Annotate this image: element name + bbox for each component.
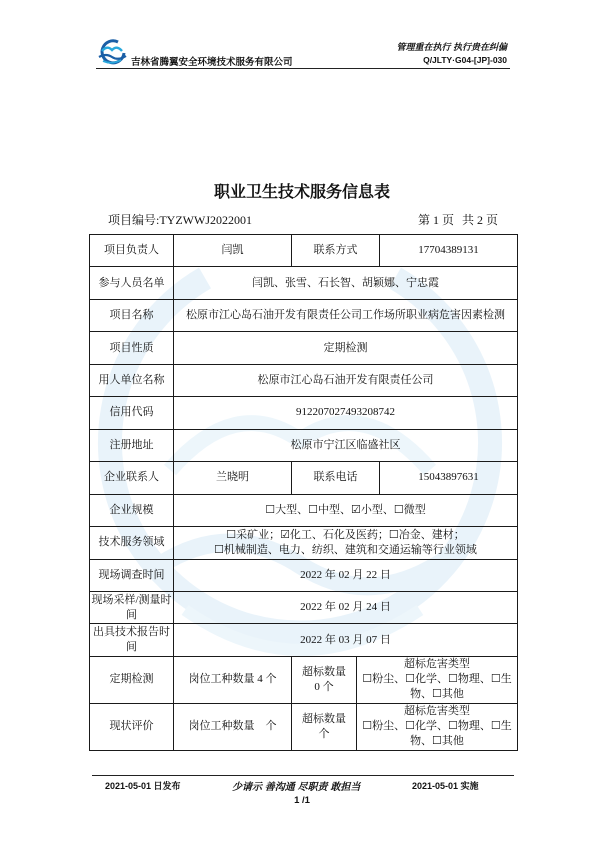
enterprise-contact-label: 企业联系人: [90, 462, 174, 494]
project-number-label: 项目编号:: [108, 213, 160, 227]
row-project-nature: [90, 332, 518, 364]
project-name-label: 项目名称: [90, 299, 174, 331]
page-current: 第 1 页: [417, 213, 454, 227]
status-hazard-cell: [357, 703, 518, 750]
row-service-field: [90, 527, 518, 559]
report-date-label: 出具技术报告时间: [90, 624, 174, 656]
project-number-value: TYZWWJ2022001: [159, 213, 252, 227]
footer-divider: [92, 775, 514, 776]
project-leader-label: 项目负责人: [90, 235, 174, 267]
company-logo: [95, 39, 129, 65]
row-project-leader: [90, 235, 518, 267]
info-table: [89, 234, 518, 751]
status-exceed-cell: [292, 703, 357, 750]
periodic-hazard-label: 超标危害类型: [404, 658, 470, 671]
contact-value: 17704389131: [380, 235, 518, 267]
service-field-label: 技术服务领域: [90, 527, 174, 559]
row-credit-code: [90, 397, 518, 429]
employer-label: 用人单位名称: [90, 364, 174, 396]
survey-date-label: 现场调查时间: [90, 559, 174, 591]
sampling-date-value: 2022 年 02 月 24 日: [174, 591, 518, 623]
project-name-value: 松原市江心岛石油开发有限责任公司工作场所职业病危害因素检测: [174, 299, 518, 331]
row-status-evaluation: [90, 703, 518, 750]
row-participants: [90, 267, 518, 299]
service-field-line-1: ☐采矿业；☑化工、石化及医药；☐冶金、建材；: [226, 528, 465, 541]
header-slogan: 管理重在执行 执行贵在纠偏: [396, 42, 507, 52]
survey-date-value: 2022 年 02 月 22 日: [174, 559, 518, 591]
periodic-hazard-cell: [357, 656, 518, 703]
service-field-line-2: ☐机械制造、电力、纺织、建筑和交通运输等行业领域: [214, 543, 477, 556]
contact-label: 联系方式: [292, 235, 380, 267]
project-nature-value: 定期检测: [174, 332, 518, 364]
participants-label: 参与人员名单: [90, 267, 174, 299]
service-field-options: [174, 527, 518, 559]
issue-date: 2021-05-01 日发布: [105, 781, 181, 791]
project-number: [108, 211, 252, 228]
company-name: 吉林省腾翼安全环境技术服务有限公司: [131, 57, 293, 68]
status-hazard-options: ☐粉尘、☐化学、☐物理、☐生物、☐其他: [362, 720, 512, 748]
status-exceed-label: 超标数量: [302, 712, 346, 725]
header-divider: [96, 68, 510, 69]
enterprise-scale-label: 企业规模: [90, 494, 174, 526]
periodic-positions: 岗位工种数量 4 个: [174, 656, 292, 703]
registered-address-value: 松原市宁江区临盛社区: [174, 429, 518, 461]
enterprise-phone-value: 15043897631: [380, 462, 518, 494]
sampling-date-label: 现场采样/测量时间: [90, 591, 174, 623]
row-periodic-testing: [90, 656, 518, 703]
periodic-exceed-label: 超标数量: [302, 665, 346, 678]
status-positions: 岗位工种数量 个: [174, 703, 292, 750]
row-enterprise-contact: [90, 462, 518, 494]
row-registered-address: [90, 429, 518, 461]
status-hazard-label: 超标危害类型: [404, 705, 470, 718]
periodic-exceed-cell: [292, 656, 357, 703]
periodic-testing-label: 定期检测: [90, 656, 174, 703]
enterprise-scale-options: ☐大型、☐中型、☑小型、☐微型: [174, 494, 518, 526]
row-employer: [90, 364, 518, 396]
employer-value: 松原市江心岛石油开发有限责任公司: [174, 364, 518, 396]
row-report-date: [90, 624, 518, 656]
periodic-exceed-value: 0 个: [314, 680, 334, 693]
project-leader-value: 闫凯: [174, 235, 292, 267]
enterprise-contact-value: 兰晓明: [174, 462, 292, 494]
report-date-value: 2022 年 03 月 07 日: [174, 624, 518, 656]
effective-date: 2021-05-01 实施: [412, 781, 479, 791]
registered-address-label: 注册地址: [90, 429, 174, 461]
page-title: 职业卫生技术服务信息表: [213, 184, 390, 201]
page-total: 共 2 页: [461, 213, 498, 227]
enterprise-phone-label: 联系电话: [292, 462, 380, 494]
project-nature-label: 项目性质: [90, 332, 174, 364]
periodic-hazard-options: ☐粉尘、☐化学、☐物理、☐生物、☐其他: [362, 673, 512, 701]
status-exceed-value: 个: [318, 727, 330, 740]
footer-motto: 少请示 善沟通 尽职责 敢担当: [232, 782, 361, 793]
status-evaluation-label: 现状评价: [90, 703, 174, 750]
document-code: Q/JLTY·G04-[JP]-030: [423, 55, 507, 65]
row-sampling-date: [90, 591, 518, 623]
page-info: [418, 211, 498, 228]
row-survey-date: [90, 559, 518, 591]
page-number: 1 /1: [294, 795, 310, 806]
row-enterprise-scale: [90, 494, 518, 526]
credit-code-label: 信用代码: [90, 397, 174, 429]
credit-code-value: 912207027493208742: [174, 397, 518, 429]
row-project-name: [90, 299, 518, 331]
participants-value: 闫凯、张雪、石长智、胡颖娜、宁忠霞: [174, 267, 518, 299]
